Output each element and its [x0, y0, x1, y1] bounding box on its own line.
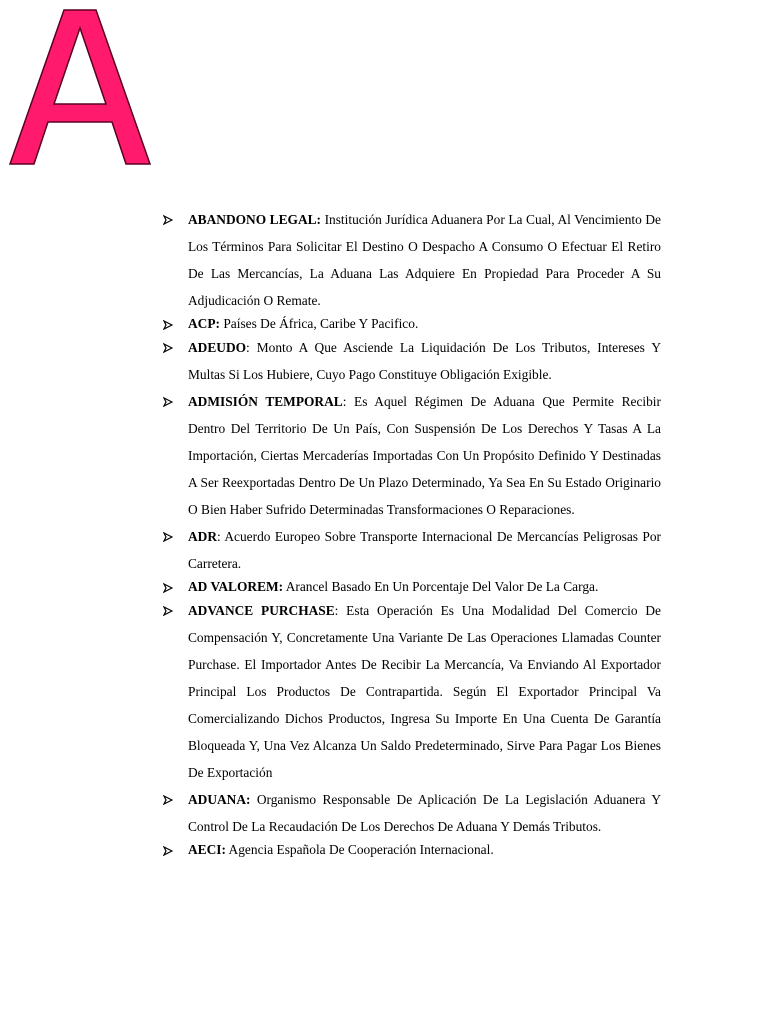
- glossary-term: ADMISIÓN TEMPORAL: [188, 394, 343, 409]
- glossary-definition: : Acuerdo Europeo Sobre Transporte Internacional De Mercancías Peligrosas Por Carretera.: [188, 529, 661, 571]
- glossary-entry: [163, 786, 661, 840]
- glossary-term: ACP:: [188, 316, 220, 331]
- glossary-term: ADVANCE PURCHASE: [188, 603, 335, 618]
- glossary-definition: Institución Jurídica Aduanera Por La Cual, Al Vencimiento De Los Términos Para Solicitar El Destino O Despacho A Consumo O Efectuar El Retiro De Las Mercancías, La Aduana Las Adquiere En Propiedad Para Proceder A Su Adjudicación O Remate.: [188, 212, 661, 308]
- glossary-definition: : Monto A Que Asciende La Liquidación De Los Tributos, Intereses Y Multas Si Los Hubiere, Cuyo Pago Constituye Obligación Exigible.: [188, 340, 661, 382]
- arrow-bullet-icon: [163, 577, 177, 597]
- arrow-bullet-icon: [163, 388, 177, 415]
- section-letter-a: [8, 4, 153, 169]
- glossary-definition: Organismo Responsable De Aplicación De La Legislación Aduanera Y Control De La Recaudación De Los Derechos De Aduana Y Demás Tributos.: [188, 792, 661, 834]
- letter-a-graphic: [8, 4, 153, 169]
- glossary-entry: [163, 388, 661, 523]
- glossary-entry: [163, 597, 661, 786]
- glossary-definition: Países De África, Caribe Y Pacifico.: [219, 316, 419, 331]
- glossary-term: ADEUDO: [188, 340, 247, 355]
- glossary-definition: : Es Aquel Régimen De Aduana Que Permite Recibir Dentro Del Territorio De Un País, Con Suspensión De Los Derechos Y Tasas A La Importación, Ciertas Mercaderías Importadas Con Un Propósito Definido Y Destinadas A Ser Reexportadas Dentro De Un Plazo Determinado, Ya Sea En Su Estado Originario O Bien Haber Sufrido Determinadas Transformaciones O Reparaciones.: [188, 394, 661, 517]
- arrow-bullet-icon: [163, 314, 177, 334]
- glossary-term: ADR: [188, 529, 218, 544]
- glossary-definition: Agencia Española De Cooperación Internacional.: [225, 842, 494, 857]
- glossary-entry: [163, 334, 661, 388]
- glossary-entry: [163, 840, 661, 860]
- glossary-term: AD VALOREM:: [188, 579, 284, 594]
- glossary-definition: : Esta Operación Es Una Modalidad Del Comercio De Compensación Y, Concretamente Una Variante De Las Operaciones Llamadas Counter Purchase. El Importador Antes De Recibir La Mercancía, Va Enviando Al Exportador Principal Los Productos De Contrapartida. Según El Exportador Principal Va Comercializando Dichos Productos, Ingresa Su Importe En Una Cuenta De Garantía Bloqueada Y, Una Vez Alcanza Un Saldo Predeterminado, Sirve Para Pagar Los Bienes De Exportación: [188, 603, 661, 780]
- glossary-definition: Arancel Basado En Un Porcentaje Del Valor De La Carga.: [283, 579, 599, 594]
- arrow-bullet-icon: [163, 334, 177, 361]
- glossary-entry: [163, 523, 661, 577]
- glossary-list: [163, 206, 661, 860]
- glossary-entry: [163, 314, 661, 334]
- glossary-entry: [163, 577, 661, 597]
- glossary-term: ADUANA:: [188, 792, 251, 807]
- glossary-term: ABANDONO LEGAL:: [188, 212, 322, 227]
- glossary-term: AECI:: [188, 842, 226, 857]
- arrow-bullet-icon: [163, 206, 177, 233]
- arrow-bullet-icon: [163, 523, 177, 550]
- glossary-entry: [163, 206, 661, 314]
- arrow-bullet-icon: [163, 786, 177, 813]
- arrow-bullet-icon: [163, 840, 177, 860]
- arrow-bullet-icon: [163, 597, 177, 624]
